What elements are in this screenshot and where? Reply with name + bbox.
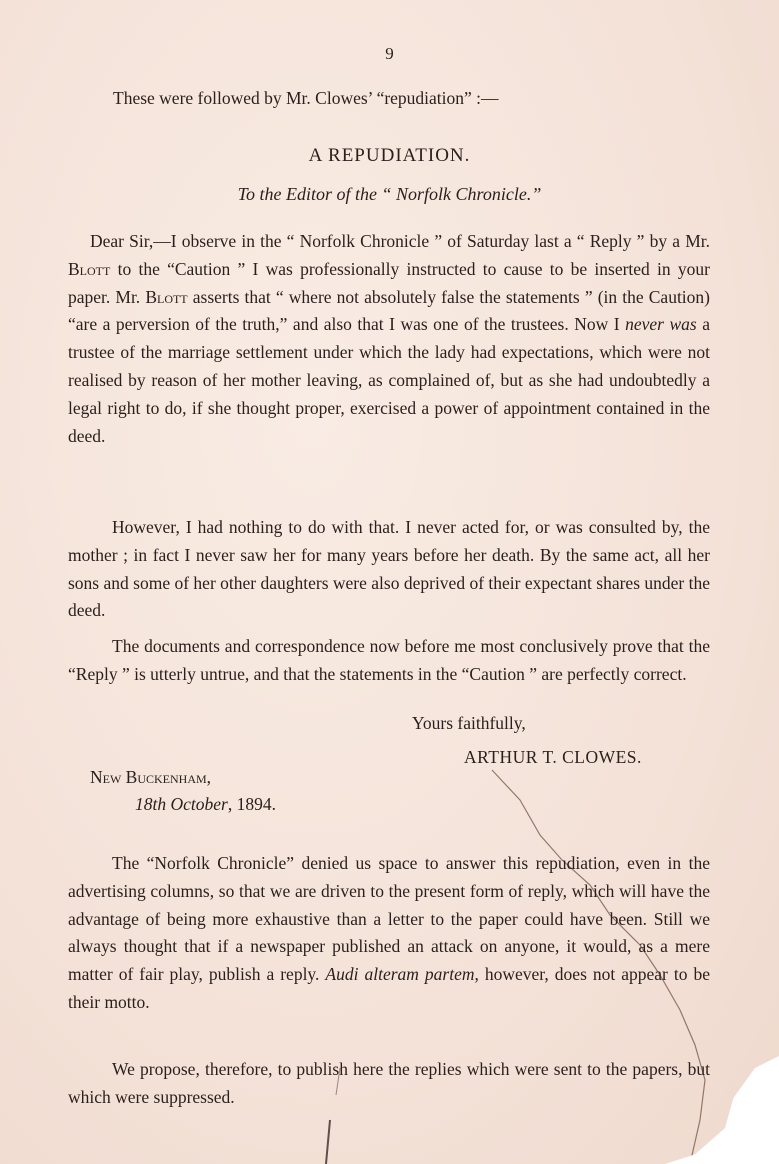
p5-text: We propose, therefore, to publish here the replies which were sent to the papers, but which were suppressed.: [68, 1059, 710, 1107]
intro-line: These were followed by Mr. Clowes’ “repudiation” :—: [113, 88, 499, 108]
p1-part-b: to the “Caution ” I was professionally instructed to cause to be inserted in your paper. Mr.: [68, 258, 710, 307]
letter-paragraph-1: [68, 228, 710, 450]
letter-heading: A REPUDIATION.: [308, 145, 471, 166]
page-number: 9: [385, 44, 394, 63]
letter-paragraph-2: [68, 514, 710, 625]
letter-signature: ARTHUR T. CLOWES.: [464, 747, 642, 767]
emphasis-never-was: never was: [625, 314, 697, 335]
p1-part-a: Dear Sir,—I observe in the “ Norfolk Chronicle ” of Saturday last a “ Reply ” by a Mr.: [90, 231, 710, 251]
reply-paragraph-2: [68, 1056, 710, 1112]
reply-paragraph-1: [68, 850, 710, 1017]
letter-closing: Yours faithfully,: [412, 713, 526, 733]
letter-date: [135, 794, 276, 815]
name-blott-1: Blott: [68, 258, 111, 279]
name-blott-2: Blott: [145, 286, 188, 307]
date-year: , 1894.: [227, 794, 276, 814]
date-day: 18th October: [135, 794, 228, 814]
p4-part-b: , however, does not appear to be their motto.: [68, 964, 710, 1012]
p1-part-c: asserts that “ where not absolutely false the statements ” (in the Caution) “are a perversion of the truth,” and also that I was one of the trustees. Now I: [68, 286, 710, 335]
p3-text: The documents and correspondence now before me most conclusively prove that the “Reply ” is utterly untrue, and that the statements in the “Caution ” are perfectly correct.: [68, 636, 710, 684]
p1-part-d: a trustee of the marriage settlement under which the lady had expectations, which were not realised by reason of her mother leaving, as complained of, but as she had undoubtedly a legal right to do, if she thought proper, exercised a power of appointment contained in the deed.: [68, 314, 710, 446]
p4-part-a: The “Norfolk Chronicle” denied us space to answer this repudiation, even in the advertising columns, so that we are driven to the present form of reply, which will have the advantage of being more exhaustive than a letter to the paper could have been. Still we always thought that if a newspaper published an attack on anyone, it would, as a mere matter of fair play, publish a reply.: [68, 853, 710, 985]
letter-subheading: To the Editor of the “ Norfolk Chronicle.”: [237, 184, 542, 204]
letter-place: New Buckenham,: [90, 767, 212, 787]
letter-paragraph-3: [68, 633, 710, 689]
p2-text: However, I had nothing to do with that. I never acted for, or was consulted by, the mother ; in fact I never saw her for many years before her death. By the same act, all her sons and some of her other daughters were also deprived of their expectant shares under the deed.: [68, 517, 710, 621]
latin-phrase: Audi alteram partem: [325, 964, 475, 985]
